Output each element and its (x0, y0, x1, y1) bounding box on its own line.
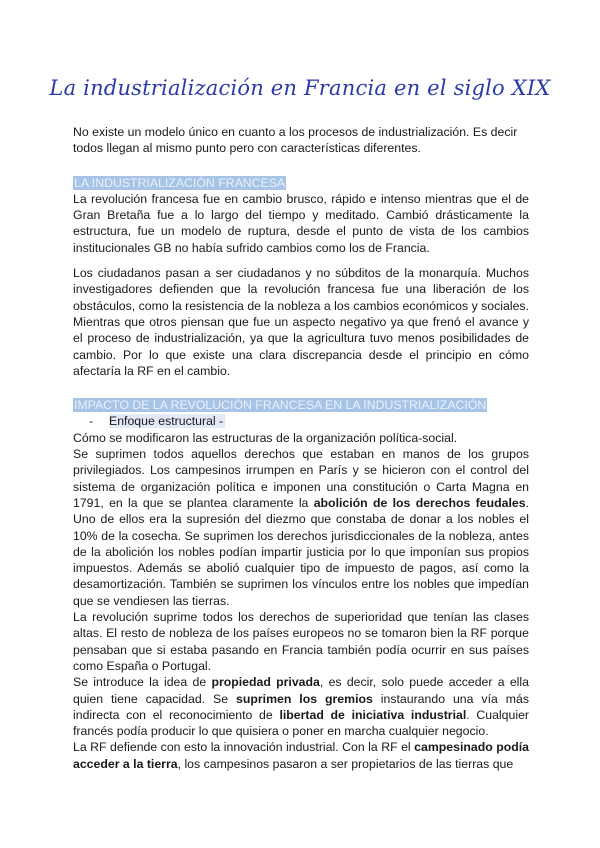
paragraph-superioridad: La revolución suprime todos los derechos de superioridad que tenían las clases altas. El resto de nobleza de los países europeos no se tomaron bien la RF porque pensaban que si estaba pasando en Francia también podía ocurrir en sus países como España o Portugal. (73, 610, 529, 673)
bullet-text: Enfoque estructural - (109, 414, 224, 429)
bold-abolicion: abolición de los derechos feudales (313, 495, 526, 510)
section-heading-industrializacion: LA INDUSTRIALIZACIÓN FRANCESA (74, 175, 286, 190)
section-heading-wrapper-2 (73, 397, 529, 413)
line-estructuras: Cómo se modificaron las estructuras de la organización política-social. (73, 430, 458, 445)
document-body (73, 124, 529, 772)
text-span: . Cualquier francés podía producir lo que quisiera o poner en marcha cualquier negocio. (73, 707, 530, 739)
bullet-dash: - (89, 414, 94, 429)
bullet-enfoque (73, 413, 529, 429)
text-span: , los campesinos pasaron a ser propietarios de las tierras que (177, 756, 514, 771)
text-span: . Uno de ellos era la supresión del diezmo que constaba de donar a los nobles el 10% de la cosecha. Se suprimen los derechos jurisdiccionales de la nobleza, antes de la abolición los nobles podían impartir justicia por lo que imponían sus propios impuestos. Además se abolió cualquier tipo de impuesto de pagos, así como la desamortización. También se suprimen los vínculos entre los nobles que impedían que se vendiesen las tierras. (73, 495, 529, 608)
text-span: La RF defiende con esto la innovación industrial. Con la RF el (73, 740, 415, 755)
bold-gremios: suprimen los gremios (236, 691, 373, 706)
bold-propiedad-privada: propiedad privada (211, 675, 320, 690)
paragraph-abolicion (73, 446, 529, 609)
bold-campesinado: campesinado podía acceder a la tierra (73, 740, 529, 771)
paragraph-ruptura: La revolución francesa fue en cambio brusco, rápido e intenso mientras que el de Gran Bretaña fue a lo largo del tiempo y meditado. Cambió drásticamente la estructura, fue un modelo de ruptura, desde el punto de vista de los cambios institucionales GB no había sufrido cambios como los de Francia. (73, 191, 529, 255)
text-span: instaurando una vía más indirecta con el reconocimiento de (73, 691, 529, 722)
paragraph-propiedad (73, 674, 529, 739)
text-span: , es decir, solo puede acceder a ella quien tiene capacidad. Se (73, 675, 529, 706)
intro-paragraph: No existe un modelo único en cuanto a los procesos de industrialización. Es decir todos llegan al mismo punto pero con características diferentes. (73, 125, 518, 156)
bold-libertad-iniciativa: libertad de iniciativa industrial (279, 707, 467, 722)
text-span: Se introduce la idea de (73, 675, 212, 690)
paragraph-ciudadanos: Los ciudadanos pasan a ser ciudadanos y no súbditos de la monarquía. Muchos investigadores defienden que la revolución francesa fue una liberación de los obstáculos, como la resistencia de la nobleza a los cambios económicos y sociales. Mientras que otros piensan que fue un aspecto negativo ya que frenó el avance y el proceso de industrialización, ya que la agricultura tuvo menos posibilidades de cambio. Por lo que existe una clara discrepancia desde el principio en cómo afectaría la RF en el cambio. (73, 266, 529, 378)
document-title: La industrialización en Francia en el siglo XIX (49, 76, 551, 100)
section-heading-impacto: IMPACTO DE LA REVOLUCIÓN FRANCESA EN LA INDUSTRIALIZACIÓN (74, 398, 487, 413)
section-heading-wrapper (73, 175, 529, 191)
text-span: Se suprimen todos aquellos derechos que estaban en manos de los grupos privilegiados. Los campesinos irrumpen en París y se hicieron con el control del sistema de organización política e imponen una constitución o Carta Magna en 1791, en la que se plantea claramente la (73, 447, 529, 510)
paragraph-innovacion (73, 739, 529, 772)
